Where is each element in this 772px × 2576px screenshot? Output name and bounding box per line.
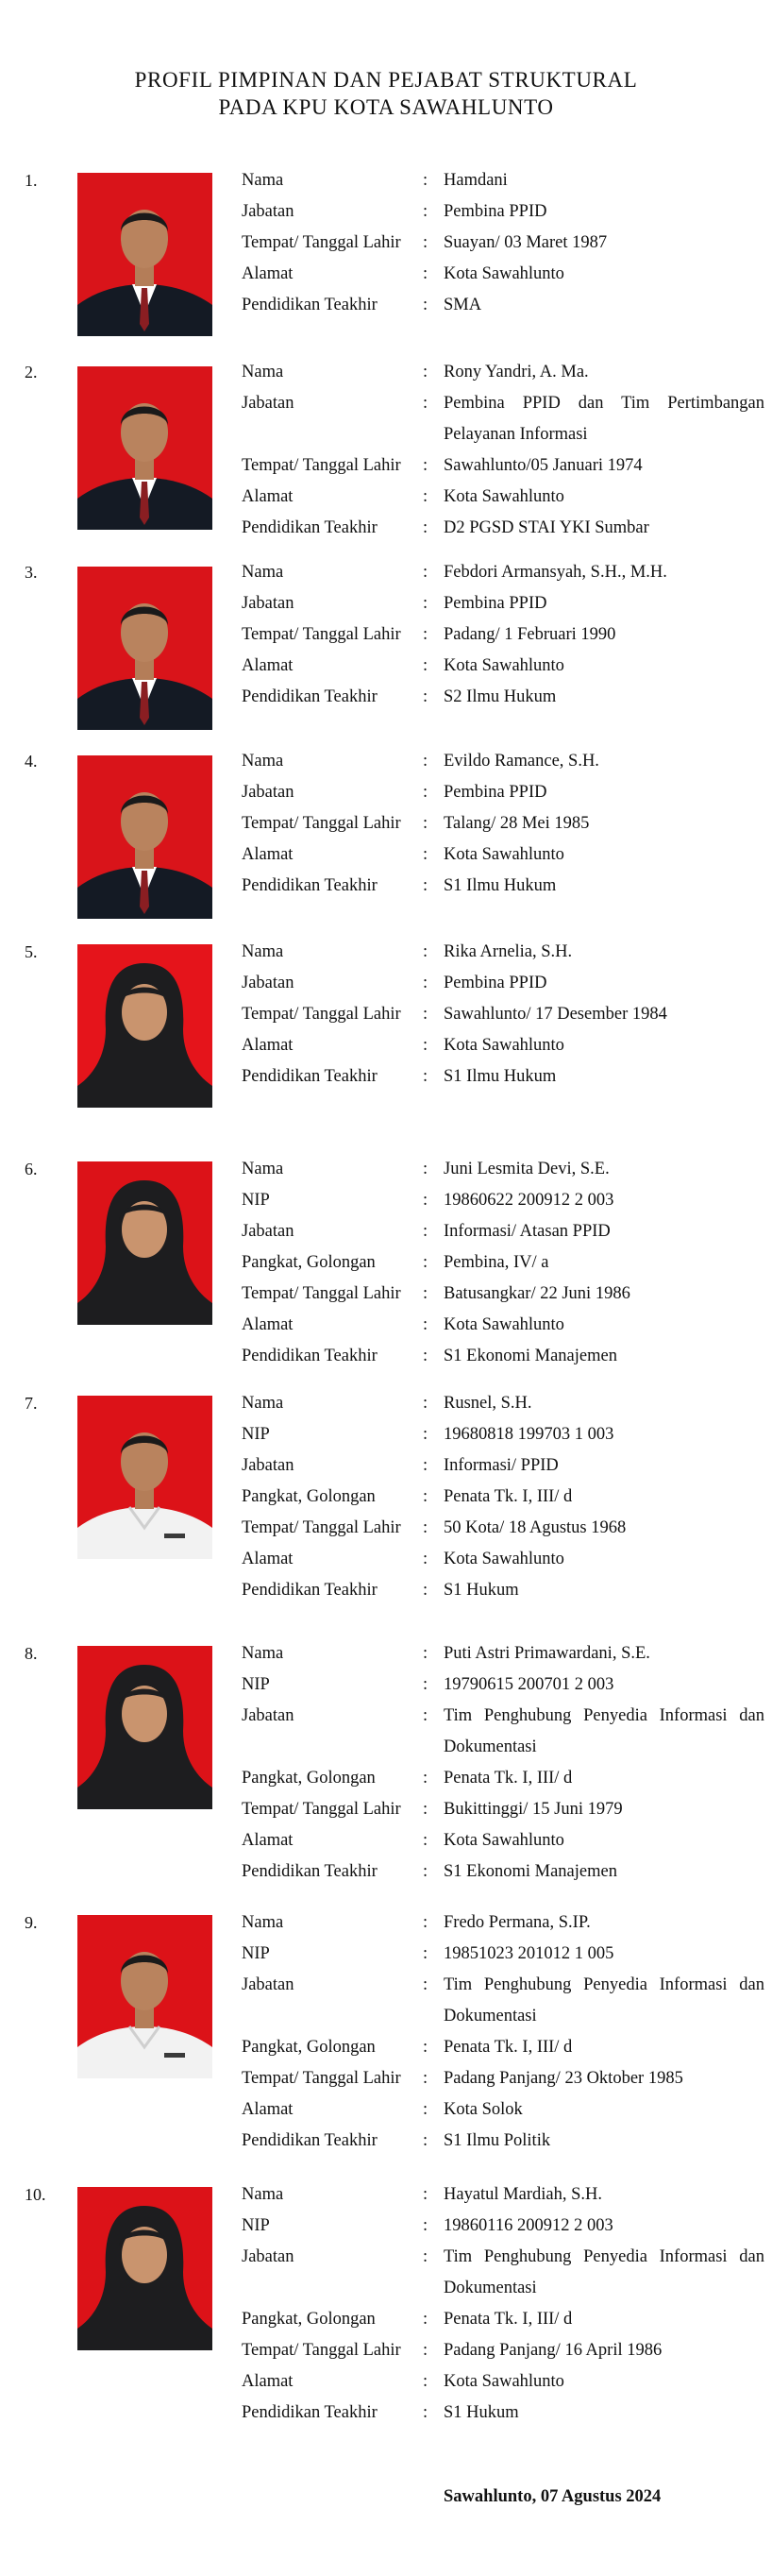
field-value-alamat: Kota Sawahlunto (444, 1315, 564, 1334)
field-value-ttl: Talang/ 28 Mei 1985 (444, 814, 590, 833)
field-label: Jabatan (242, 594, 294, 613)
field-value-ttl: 50 Kota/ 18 Agustus 1968 (444, 1518, 627, 1537)
field-label: Tempat/ Tanggal Lahir (242, 233, 401, 252)
entry-number: 2. (25, 363, 38, 381)
field-label: Tempat/ Tanggal Lahir (242, 2069, 401, 2088)
field-label: Nama (242, 2185, 284, 2204)
field-label: Pendidikan Teakhir (242, 2403, 378, 2422)
field-colon: : (423, 752, 428, 771)
field-value-nama: Rony Yandri, A. Ma. (444, 363, 589, 381)
field-colon: : (423, 518, 428, 537)
field-label: Alamat (242, 264, 294, 283)
field-label: Pendidikan Teakhir (242, 1862, 378, 1881)
field-value-nama: Evildo Ramance, S.H. (444, 752, 599, 771)
field-colon: : (423, 1005, 428, 1024)
field-label: Tempat/ Tanggal Lahir (242, 1518, 401, 1537)
field-label: Alamat (242, 656, 294, 675)
field-colon: : (423, 1456, 428, 1475)
field-value-alamat: Kota Sawahlunto (444, 656, 564, 675)
field-value-ttl: Sawahlunto/05 Januari 1974 (444, 456, 643, 475)
field-colon: : (423, 2310, 428, 2329)
field-label: Pendidikan Teakhir (242, 1581, 378, 1600)
field-colon: : (423, 2372, 428, 2391)
field-label: Nama (242, 1913, 284, 1932)
field-value-nama: Rika Arnelia, S.H. (444, 942, 573, 961)
field-label: Nama (242, 1394, 284, 1413)
field-label: NIP (242, 1944, 270, 1963)
signature-date: Sawahlunto, 07 Agustus 2024 (444, 2487, 662, 2506)
field-colon: : (423, 1191, 428, 1210)
field-label: NIP (242, 2216, 270, 2235)
field-value-alamat: Kota Sawahlunto (444, 845, 564, 864)
field-colon: : (423, 1769, 428, 1788)
field-label: Pendidikan Teakhir (242, 1347, 378, 1365)
field-colon: : (423, 1315, 428, 1334)
field-colon: : (423, 1425, 428, 1444)
field-value-nama: Puti Astri Primawardani, S.E. (444, 1644, 650, 1663)
field-label: Pendidikan Teakhir (242, 518, 378, 537)
field-label: Pendidikan Teakhir (242, 296, 378, 314)
field-label: Tempat/ Tanggal Lahir (242, 1800, 401, 1819)
field-colon: : (423, 876, 428, 895)
field-colon: : (423, 656, 428, 675)
field-label: Tempat/ Tanggal Lahir (242, 1284, 401, 1303)
field-colon: : (423, 233, 428, 252)
entry-number: 4. (25, 752, 38, 771)
field-value-pangkat: Penata Tk. I, III/ d (444, 1769, 573, 1788)
field-label: Nama (242, 1160, 284, 1178)
field-value-alamat: Kota Sawahlunto (444, 1550, 564, 1568)
field-colon: : (423, 814, 428, 833)
field-label: NIP (242, 1675, 270, 1694)
field-value-pangkat: Pembina, IV/ a (444, 1253, 549, 1272)
field-value-ttl: Padang Panjang/ 23 Oktober 1985 (444, 2069, 683, 2088)
field-colon: : (423, 1862, 428, 1881)
field-colon: : (423, 1347, 428, 1365)
field-value-jabatan: Tim Penghubung Penyedia Informasi dan Dokumentasi (444, 1975, 764, 2025)
field-colon: : (423, 1284, 428, 1303)
field-value-pangkat: Penata Tk. I, III/ d (444, 2310, 573, 2329)
field-value-nip: 19860622 200912 2 003 (444, 1191, 614, 1210)
profile-photo (77, 944, 212, 1108)
field-value-nama: Hamdani (444, 171, 508, 190)
field-label: NIP (242, 1425, 270, 1444)
field-colon: : (423, 625, 428, 644)
field-label: Pangkat, Golongan (242, 1253, 376, 1272)
field-value-ttl: Padang/ 1 Februari 1990 (444, 625, 616, 644)
field-colon: : (423, 1644, 428, 1663)
field-colon: : (423, 296, 428, 314)
field-label: Pangkat, Golongan (242, 2310, 376, 2329)
field-value-pendidikan: S1 Ekonomi Manajemen (444, 1862, 617, 1881)
field-colon: : (423, 687, 428, 706)
field-value-nip: 19851023 201012 1 005 (444, 1944, 614, 1963)
entry-number: 10. (25, 2185, 46, 2204)
field-value-nama: Febdori Armansyah, S.H., M.H. (444, 563, 667, 582)
field-value-jabatan: Informasi/ PPID (444, 1456, 559, 1475)
field-colon: : (423, 1067, 428, 1086)
field-value-pangkat: Penata Tk. I, III/ d (444, 1487, 573, 1506)
field-colon: : (423, 1800, 428, 1819)
field-colon: : (423, 1581, 428, 1600)
field-value-pendidikan: S1 Ekonomi Manajemen (444, 1347, 617, 1365)
field-value-nama: Hayatul Mardiah, S.H. (444, 2185, 603, 2204)
field-label: Pendidikan Teakhir (242, 2131, 378, 2150)
field-colon: : (423, 783, 428, 802)
field-colon: : (423, 2069, 428, 2088)
profile-photo (77, 173, 212, 336)
field-colon: : (423, 456, 428, 475)
field-value-ttl: Suayan/ 03 Maret 1987 (444, 233, 608, 252)
field-colon: : (423, 1944, 428, 1963)
field-label: Tempat/ Tanggal Lahir (242, 1005, 401, 1024)
entry-number: 6. (25, 1160, 38, 1178)
profile-photo (77, 1646, 212, 1809)
field-colon: : (423, 845, 428, 864)
field-value-pendidikan: SMA (444, 296, 482, 314)
field-label: Jabatan (242, 394, 294, 413)
field-label: Tempat/ Tanggal Lahir (242, 814, 401, 833)
field-value-alamat: Kota Sawahlunto (444, 264, 564, 283)
page-title (0, 66, 772, 121)
field-value-nip: 19860116 200912 2 003 (444, 2216, 613, 2235)
field-colon: : (423, 942, 428, 961)
profile-photo (77, 755, 212, 919)
field-colon: : (423, 2038, 428, 2057)
field-colon: : (423, 394, 428, 413)
field-label: Jabatan (242, 1456, 294, 1475)
field-label: Tempat/ Tanggal Lahir (242, 456, 401, 475)
field-value-jabatan: Pembina PPID (444, 202, 547, 221)
field-label: Nama (242, 1644, 284, 1663)
field-colon: : (423, 2131, 428, 2150)
field-colon: : (423, 2100, 428, 2119)
field-value-pendidikan: D2 PGSD STAI YKI Sumbar (444, 518, 649, 537)
field-label: Nama (242, 942, 284, 961)
field-label: Pendidikan Teakhir (242, 1067, 378, 1086)
field-colon: : (423, 1675, 428, 1694)
field-label: Alamat (242, 1550, 294, 1568)
field-label: Pangkat, Golongan (242, 2038, 376, 2057)
entry-number: 1. (25, 171, 38, 190)
field-value-jabatan: Informasi/ Atasan PPID (444, 1222, 611, 1241)
field-label: Jabatan (242, 783, 294, 802)
field-label: Nama (242, 563, 284, 582)
field-label: Alamat (242, 487, 294, 506)
field-label: Jabatan (242, 1706, 294, 1725)
field-value-ttl: Padang Panjang/ 16 April 1986 (444, 2341, 663, 2360)
field-value-pendidikan: S1 Ilmu Hukum (444, 876, 557, 895)
field-label: Nama (242, 363, 284, 381)
field-colon: : (423, 563, 428, 582)
field-colon: : (423, 1518, 428, 1537)
field-value-nip: 19680818 199703 1 003 (444, 1425, 614, 1444)
field-value-alamat: Kota Sawahlunto (444, 487, 564, 506)
field-colon: : (423, 1550, 428, 1568)
field-value-jabatan: Tim Penghubung Penyedia Informasi dan Dokumentasi (444, 1706, 764, 1756)
entry-number: 5. (25, 942, 38, 961)
field-label: Alamat (242, 1831, 294, 1850)
field-colon: : (423, 1036, 428, 1055)
field-value-jabatan: Pembina PPID (444, 783, 547, 802)
field-value-nip: 19790615 200701 2 003 (444, 1675, 614, 1694)
field-colon: : (423, 1975, 428, 1994)
field-label: Pangkat, Golongan (242, 1487, 376, 1506)
field-label: Pendidikan Teakhir (242, 876, 378, 895)
field-colon: : (423, 2341, 428, 2360)
field-value-jabatan: Pembina PPID (444, 974, 547, 992)
field-colon: : (423, 487, 428, 506)
field-colon: : (423, 264, 428, 283)
field-colon: : (423, 974, 428, 992)
profile-photo (77, 366, 212, 530)
title-line-2: PADA KPU KOTA SAWAHLUNTO (218, 95, 554, 119)
field-label: Jabatan (242, 2247, 294, 2266)
field-colon: : (423, 2247, 428, 2266)
field-colon: : (423, 1160, 428, 1178)
field-value-ttl: Sawahlunto/ 17 Desember 1984 (444, 1005, 667, 1024)
field-label: Nama (242, 171, 284, 190)
field-colon: : (423, 594, 428, 613)
field-value-nama: Rusnel, S.H. (444, 1394, 532, 1413)
field-colon: : (423, 1706, 428, 1725)
field-colon: : (423, 2403, 428, 2422)
field-value-pendidikan: S2 Ilmu Hukum (444, 687, 557, 706)
field-value-pendidikan: S1 Hukum (444, 1581, 519, 1600)
field-value-pendidikan: S1 Ilmu Politik (444, 2131, 551, 2150)
field-label: Jabatan (242, 1975, 294, 1994)
field-value-pendidikan: S1 Ilmu Hukum (444, 1067, 557, 1086)
field-label: Alamat (242, 1036, 294, 1055)
entry-number: 7. (25, 1394, 38, 1413)
entry-number: 3. (25, 563, 38, 582)
field-colon: : (423, 2185, 428, 2204)
field-colon: : (423, 1831, 428, 1850)
field-value-alamat: Kota Solok (444, 2100, 523, 2119)
field-colon: : (423, 363, 428, 381)
profile-photo (77, 1915, 212, 2078)
field-value-alamat: Kota Sawahlunto (444, 1036, 564, 1055)
field-label: Tempat/ Tanggal Lahir (242, 2341, 401, 2360)
profile-photo (77, 1161, 212, 1325)
field-colon: : (423, 1913, 428, 1932)
field-value-alamat: Kota Sawahlunto (444, 2372, 564, 2391)
field-label: Nama (242, 752, 284, 771)
field-value-nama: Fredo Permana, S.IP. (444, 1913, 591, 1932)
field-value-jabatan: Tim Penghubung Penyedia Informasi dan Dokumentasi (444, 2247, 764, 2297)
field-label: Pendidikan Teakhir (242, 687, 378, 706)
field-label: Alamat (242, 2100, 294, 2119)
profile-photo (77, 567, 212, 730)
field-value-ttl: Bukittinggi/ 15 Juni 1979 (444, 1800, 623, 1819)
profile-photo (77, 1396, 212, 1559)
field-label: NIP (242, 1191, 270, 1210)
field-colon: : (423, 1394, 428, 1413)
entry-number: 9. (25, 1913, 38, 1932)
field-colon: : (423, 202, 428, 221)
field-label: Alamat (242, 1315, 294, 1334)
field-value-ttl: Batusangkar/ 22 Juni 1986 (444, 1284, 630, 1303)
field-colon: : (423, 2216, 428, 2235)
field-label: Jabatan (242, 202, 294, 221)
title-line-1: PROFIL PIMPINAN DAN PEJABAT STRUKTURAL (134, 68, 638, 92)
field-label: Pangkat, Golongan (242, 1769, 376, 1788)
field-colon: : (423, 1222, 428, 1241)
field-value-jabatan: Pembina PPID (444, 594, 547, 613)
field-colon: : (423, 171, 428, 190)
field-label: Jabatan (242, 1222, 294, 1241)
field-colon: : (423, 1487, 428, 1506)
field-label: Alamat (242, 2372, 294, 2391)
field-value-pendidikan: S1 Hukum (444, 2403, 519, 2422)
entry-number: 8. (25, 1644, 38, 1663)
field-colon: : (423, 1253, 428, 1272)
field-value-jabatan: Pembina PPID dan Tim Pertimbangan Pelayanan Informasi (444, 394, 764, 444)
field-label: Alamat (242, 845, 294, 864)
field-label: Tempat/ Tanggal Lahir (242, 625, 401, 644)
field-value-nama: Juni Lesmita Devi, S.E. (444, 1160, 610, 1178)
field-label: Jabatan (242, 974, 294, 992)
profile-photo (77, 2187, 212, 2350)
field-value-alamat: Kota Sawahlunto (444, 1831, 564, 1850)
field-value-pangkat: Penata Tk. I, III/ d (444, 2038, 573, 2057)
